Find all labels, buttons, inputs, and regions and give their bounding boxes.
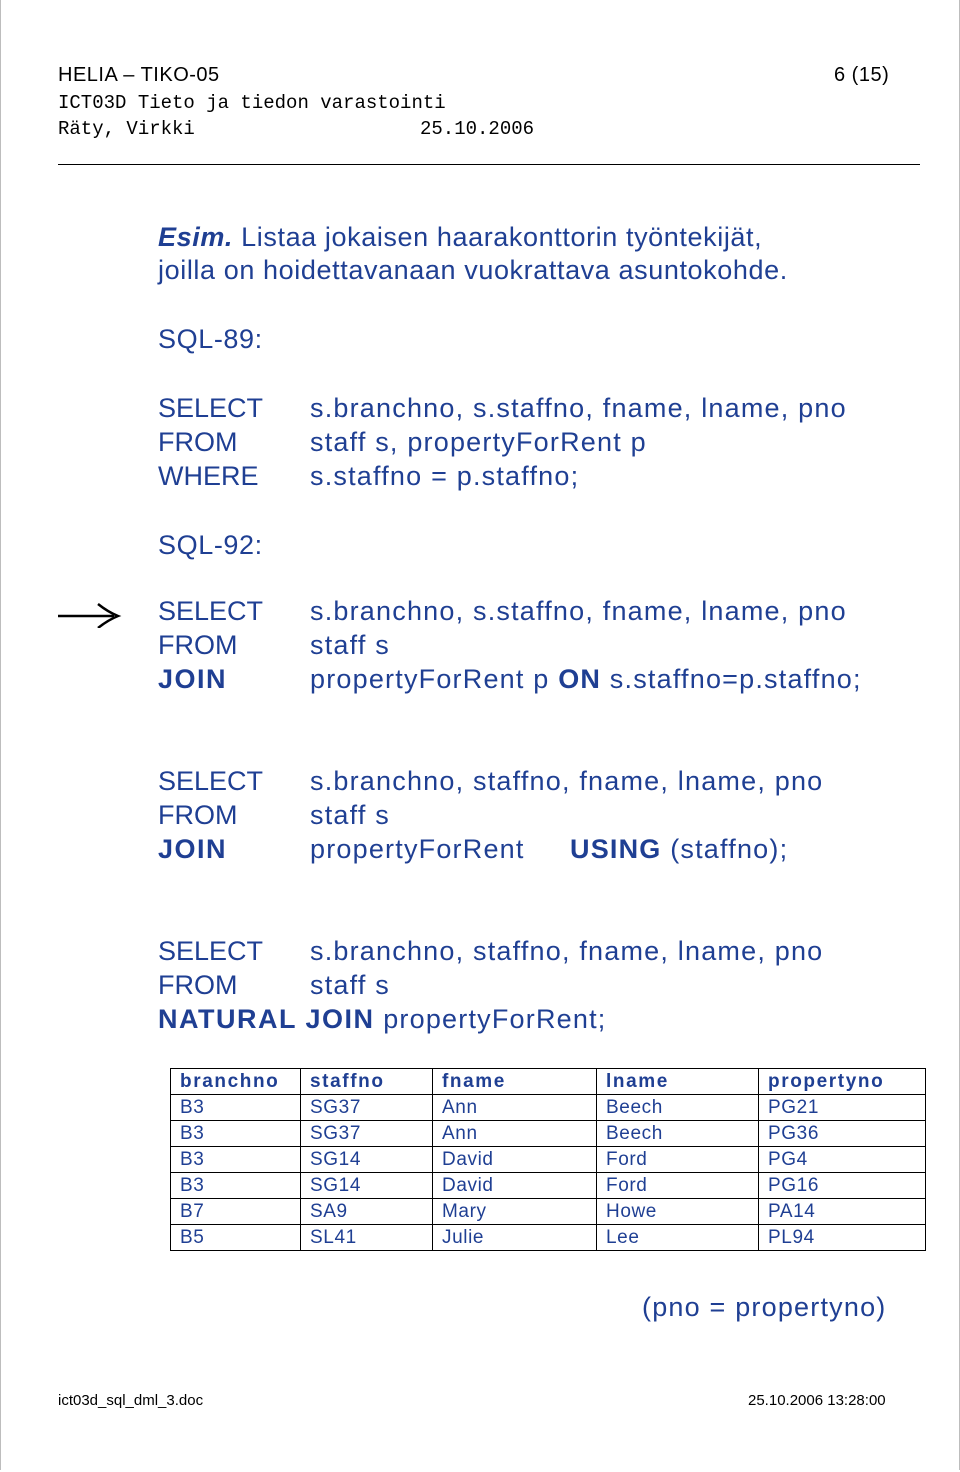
header-divider (58, 164, 920, 165)
table-row (171, 1199, 926, 1225)
q1-join-text: propertyForRent p (310, 664, 559, 694)
footer-timestamp: 25.10.2006 13:28:00 (748, 1392, 886, 1409)
q1-join-line (310, 664, 862, 695)
cell-fname: Julie (433, 1225, 597, 1251)
table-row (171, 1225, 926, 1251)
q2-select-text: s.branchno, staffno, fname, lname, pno (310, 766, 824, 796)
header-subject: ICT03D Tieto ja tiedon varastointi (58, 92, 446, 114)
table-row (171, 1121, 926, 1147)
col-header-fname: fname (433, 1069, 597, 1095)
q1-from-kw: FROM (158, 630, 238, 660)
q1-on-kw: ON (558, 664, 602, 694)
sql92-heading: SQL-92: (158, 530, 263, 560)
cell-branchno: B3 (171, 1147, 301, 1173)
sql89-where-text: s.staffno = p.staffno; (310, 461, 580, 491)
col-header-lname: lname (597, 1069, 759, 1095)
q2-using-kw: USING (570, 834, 662, 864)
cell-lname: Ford (597, 1173, 759, 1199)
table-row (171, 1095, 926, 1121)
q2-select-kw: SELECT (158, 766, 264, 796)
table-row (171, 1173, 926, 1199)
cell-staffno: SL41 (301, 1225, 433, 1251)
cell-lname: Lee (597, 1225, 759, 1251)
sql89-where-kw: WHERE (158, 461, 259, 491)
sql89-from-text: staff s, propertyForRent p (310, 427, 647, 457)
cell-branchno: B3 (171, 1121, 301, 1147)
col-header-branchno: branchno (171, 1069, 301, 1095)
table-header-row (171, 1069, 926, 1095)
result-table (170, 1068, 926, 1251)
q2-using-line (570, 834, 788, 865)
q2-join-kw: JOIN (158, 834, 228, 864)
cell-branchno: B5 (171, 1225, 301, 1251)
cell-propertyno: PG36 (759, 1121, 926, 1147)
header-date: 25.10.2006 (420, 118, 535, 140)
cell-propertyno: PL94 (759, 1225, 926, 1251)
cell-fname: Ann (433, 1095, 597, 1121)
example-text-1: Listaa jokaisen haarakonttorin työntekijät, (233, 222, 763, 252)
cell-propertyno: PG4 (759, 1147, 926, 1173)
example-line-2: joilla on hoidettavanaan vuokrattava asuntokohde. (158, 255, 788, 285)
q3-from-kw: FROM (158, 970, 238, 1000)
q2-join-text: propertyForRent (310, 834, 525, 864)
q2-using-text: (staffno); (661, 834, 789, 864)
cell-fname: Mary (433, 1199, 597, 1225)
cell-staffno: SG14 (301, 1173, 433, 1199)
q3-from-text: staff s (310, 970, 390, 1000)
cell-propertyno: PA14 (759, 1199, 926, 1225)
cell-branchno: B7 (171, 1199, 301, 1225)
cell-fname: Ann (433, 1121, 597, 1147)
cell-branchno: B3 (171, 1095, 301, 1121)
q3-natural-kw: NATURAL JOIN (158, 1004, 375, 1034)
cell-lname: Beech (597, 1095, 759, 1121)
note-pno-equals-propertyno: (pno = propertyno) (642, 1292, 887, 1322)
footer-filename: ict03d_sql_dml_3.doc (58, 1392, 204, 1409)
sql89-heading: SQL-89: (158, 324, 263, 354)
cell-propertyno: PG21 (759, 1095, 926, 1121)
cell-lname: Howe (597, 1199, 759, 1225)
cell-lname: Ford (597, 1147, 759, 1173)
cell-staffno: SG37 (301, 1121, 433, 1147)
col-header-staffno: staffno (301, 1069, 433, 1095)
q2-from-text: staff s (310, 800, 390, 830)
q1-join-kw: JOIN (158, 664, 228, 694)
sql89-select-kw: SELECT (158, 393, 264, 423)
col-header-propertyno: propertyno (759, 1069, 926, 1095)
cell-staffno: SA9 (301, 1199, 433, 1225)
q3-natural-line (158, 1004, 607, 1035)
q1-select-text: s.branchno, s.staffno, fname, lname, pno (310, 596, 847, 626)
q1-from-text: staff s (310, 630, 390, 660)
header-course: HELIA – TIKO-05 (58, 64, 220, 86)
q3-select-kw: SELECT (158, 936, 264, 966)
q3-natural-text: propertyForRent; (374, 1004, 607, 1034)
q1-select-kw: SELECT (158, 596, 264, 626)
example-label: Esim. (158, 222, 234, 252)
q3-select-text: s.branchno, staffno, fname, lname, pno (310, 936, 824, 966)
cell-propertyno: PG16 (759, 1173, 926, 1199)
cell-branchno: B3 (171, 1173, 301, 1199)
q2-from-kw: FROM (158, 800, 238, 830)
header-authors: Räty, Virkki (58, 118, 195, 140)
q1-on-text: s.staffno=p.staffno; (601, 664, 862, 694)
sql89-select-text: s.branchno, s.staffno, fname, lname, pno (310, 393, 847, 423)
table-row (171, 1147, 926, 1173)
right-arrow-icon (58, 596, 122, 628)
cell-staffno: SG14 (301, 1147, 433, 1173)
cell-fname: David (433, 1173, 597, 1199)
page-number: 6 (15) (834, 64, 890, 86)
cell-fname: David (433, 1147, 597, 1173)
example-line-1 (158, 222, 762, 253)
cell-staffno: SG37 (301, 1095, 433, 1121)
sql89-from-kw: FROM (158, 427, 238, 457)
cell-lname: Beech (597, 1121, 759, 1147)
